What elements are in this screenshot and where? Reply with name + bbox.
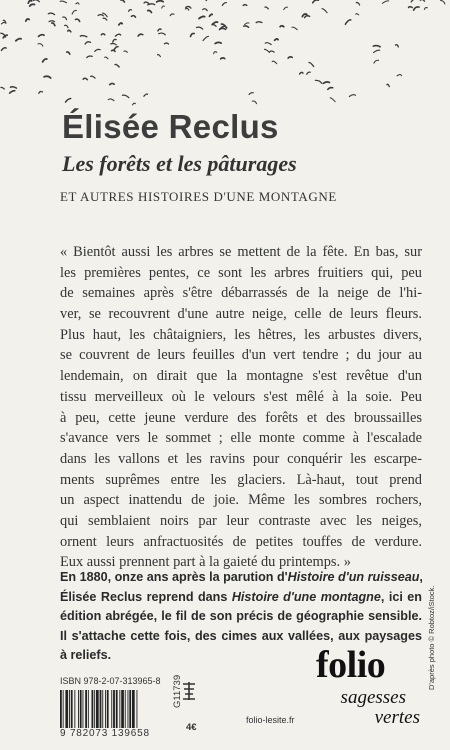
mark bbox=[374, 50, 380, 52]
barcode-bar bbox=[116, 690, 118, 728]
mark bbox=[72, 10, 76, 14]
mark bbox=[144, 94, 148, 96]
mark bbox=[158, 55, 161, 57]
mark bbox=[26, 19, 29, 21]
mark bbox=[80, 36, 87, 37]
mark bbox=[164, 43, 168, 44]
mark bbox=[110, 83, 114, 84]
mark bbox=[66, 99, 71, 103]
quote-line: ments suprêmes entre les glaciers. Là-haut, tout prend bbox=[60, 471, 422, 488]
mark bbox=[34, 0, 40, 2]
mark bbox=[113, 39, 116, 42]
mark bbox=[213, 22, 218, 24]
mark bbox=[119, 23, 122, 25]
mark bbox=[83, 78, 87, 79]
barcode bbox=[60, 690, 170, 728]
mark bbox=[28, 1, 31, 4]
mark bbox=[115, 64, 119, 67]
mark bbox=[52, 23, 55, 26]
mark bbox=[322, 9, 327, 13]
mark bbox=[269, 51, 274, 52]
quote-line: tissu merveilleux où le velours s'est mêlé à la soie. Peu bbox=[60, 388, 422, 405]
quote-line: ornent leurs anfractuosités de petites touffes de verdure. bbox=[60, 533, 422, 550]
mark bbox=[215, 42, 221, 43]
mark bbox=[356, 3, 359, 5]
mark bbox=[159, 33, 166, 35]
mark bbox=[387, 84, 389, 86]
quote-line: Plus haut, les châtaigniers, les hêtres, les arbustes divers, bbox=[60, 326, 422, 343]
quote-excerpt bbox=[60, 242, 422, 573]
quote-line: se couvrent de leurs feuilles d'un vert tendre ; du jour au bbox=[60, 347, 422, 364]
barcode-bar bbox=[125, 690, 126, 728]
mark bbox=[30, 4, 35, 6]
mark bbox=[441, 1, 445, 5]
mark bbox=[123, 95, 129, 98]
mark bbox=[63, 17, 67, 20]
mark bbox=[158, 29, 161, 31]
mark bbox=[114, 47, 118, 50]
mark bbox=[420, 0, 424, 1]
mark bbox=[292, 27, 297, 30]
mark bbox=[396, 45, 399, 47]
mark bbox=[199, 16, 205, 18]
mark bbox=[374, 60, 379, 63]
mark bbox=[222, 3, 226, 6]
mark bbox=[121, 0, 124, 2]
mark bbox=[414, 7, 419, 10]
mark bbox=[409, 7, 413, 8]
quote-line: qui semblaient noirs par leur contraste avec les neiges, bbox=[60, 512, 422, 529]
barcode-bar bbox=[132, 690, 135, 728]
mark bbox=[103, 18, 107, 20]
mark bbox=[424, 8, 427, 10]
barcode-bar bbox=[74, 690, 75, 728]
mark bbox=[288, 57, 292, 58]
mark bbox=[265, 43, 271, 45]
mark bbox=[284, 7, 288, 10]
mark bbox=[307, 72, 311, 74]
mark bbox=[43, 59, 47, 62]
mark bbox=[197, 27, 203, 29]
mark bbox=[345, 20, 350, 24]
mark bbox=[214, 52, 217, 54]
mark bbox=[76, 3, 79, 4]
quote-line: lendemain, on dirait que la montagne s'est revêtue d'un bbox=[60, 368, 422, 385]
mark bbox=[203, 36, 209, 40]
mark bbox=[221, 58, 225, 59]
mark bbox=[49, 21, 55, 22]
mark bbox=[38, 44, 43, 47]
mark bbox=[148, 4, 155, 5]
mark bbox=[265, 7, 268, 9]
mark bbox=[272, 61, 277, 63]
barcode-bar bbox=[78, 690, 79, 728]
mark bbox=[138, 34, 143, 36]
barcode-bar bbox=[80, 690, 82, 728]
barcode-bar bbox=[63, 690, 64, 728]
mark bbox=[397, 75, 402, 76]
quote-line: dans les vallons et les ravins pour conquérir les escarpe- bbox=[60, 450, 422, 467]
mark bbox=[39, 35, 45, 37]
mark bbox=[112, 50, 115, 51]
mark bbox=[349, 95, 355, 97]
barcode-bar bbox=[65, 690, 68, 728]
mark bbox=[373, 46, 380, 47]
collection-name bbox=[320, 688, 420, 728]
mark bbox=[39, 92, 43, 94]
mark bbox=[411, 0, 416, 2]
mark bbox=[1, 48, 6, 51]
mark bbox=[249, 93, 253, 95]
mark bbox=[111, 43, 116, 44]
mark bbox=[209, 14, 212, 16]
collection-line: vertes bbox=[374, 707, 420, 728]
mark bbox=[131, 16, 135, 18]
mark bbox=[108, 99, 114, 101]
barcode-bar bbox=[92, 690, 94, 728]
barcode-bar bbox=[94, 690, 95, 728]
barcode-bar bbox=[129, 690, 131, 728]
mark bbox=[323, 82, 329, 83]
mark bbox=[101, 34, 105, 35]
mark bbox=[67, 52, 70, 54]
mark bbox=[60, 1, 66, 3]
blurb-line: à reliefs. bbox=[60, 648, 112, 662]
mark bbox=[330, 98, 335, 102]
barcode-digits: 9 782073 139658 bbox=[60, 728, 150, 739]
mark bbox=[48, 13, 54, 15]
barcode-bar bbox=[113, 690, 115, 728]
mark bbox=[300, 72, 303, 74]
barcode-bar bbox=[107, 690, 109, 728]
mark bbox=[98, 15, 103, 16]
barcode-bar bbox=[102, 690, 103, 728]
blurb-line: Il s'attache cette fois, des cimes aux vallées, aux paysages bbox=[60, 628, 422, 643]
quote-line: « Bientôt aussi les arbres se mettent de la fête. En bas, sur bbox=[60, 244, 422, 260]
barcode-bar bbox=[83, 690, 84, 728]
mark bbox=[133, 103, 136, 105]
mark bbox=[243, 5, 247, 6]
mark bbox=[191, 33, 195, 36]
barcode-bar bbox=[121, 690, 124, 728]
barcode-bar bbox=[100, 690, 102, 728]
quote-line: de semaines après s'être débarrassés de la neige de l'hi- bbox=[60, 285, 422, 302]
mark bbox=[382, 1, 388, 3]
mark bbox=[275, 39, 279, 40]
mark bbox=[252, 101, 256, 104]
mark bbox=[105, 57, 108, 59]
website-link[interactable]: folio-lesite.fr bbox=[246, 715, 295, 725]
barcode-bar bbox=[119, 690, 120, 728]
mark bbox=[124, 51, 127, 52]
mark bbox=[244, 26, 249, 27]
barcode-bar bbox=[111, 690, 112, 728]
mark bbox=[313, 0, 319, 3]
book-title: Les forêts et les pâturages bbox=[62, 151, 297, 176]
mark bbox=[76, 19, 80, 21]
collection-line: sagesses bbox=[340, 687, 406, 708]
barcode-bar bbox=[96, 690, 99, 728]
blurb-line: édition abrégée, le fil de son précis de géographie sensible. bbox=[60, 609, 422, 623]
mark bbox=[309, 63, 314, 67]
mark bbox=[44, 76, 51, 78]
barcode-bar bbox=[105, 690, 106, 728]
mark bbox=[305, 16, 310, 18]
barcode-bar bbox=[137, 690, 138, 728]
scattered-mark-pattern bbox=[0, 0, 450, 110]
mark bbox=[148, 10, 152, 12]
blurb-line: En 1880, onze ans après la parution d'Histoire d'un ruisseau, bbox=[60, 570, 423, 584]
mark bbox=[85, 42, 90, 44]
barcode-bar bbox=[85, 690, 87, 728]
mark bbox=[185, 8, 188, 10]
barcode-bar bbox=[71, 690, 73, 728]
mark bbox=[157, 1, 163, 2]
barcode-bar bbox=[60, 690, 62, 728]
mark bbox=[10, 91, 15, 93]
quote-line: les premières pentes, ce sont les arbres fruitiers qui, peu bbox=[60, 264, 422, 281]
price: 4€ bbox=[186, 722, 197, 733]
author-name: Élisée Reclus bbox=[62, 108, 279, 145]
quote-line: un aspect inattendu de joie. Même les sombres rochers, bbox=[60, 492, 422, 509]
quote-line: à peu, cette jeune verdure des forêts et des broussailles bbox=[60, 409, 422, 426]
mark bbox=[170, 14, 174, 16]
mark bbox=[245, 23, 249, 25]
quote-line: ver, se recouvrent d'une autre neige, celle de leurs fleurs. bbox=[60, 306, 422, 323]
mark bbox=[1, 87, 4, 89]
photo-credit: D'après photo © Robtoz/iStock. bbox=[427, 585, 436, 690]
mark bbox=[256, 22, 262, 23]
quote-line: s'avance vers le sommet ; elle monte comme à l'escalade bbox=[60, 430, 422, 447]
blurb-line: Élisée Reclus reprend dans Histoire d'une montagne, ici en bbox=[60, 589, 423, 604]
product-code: G11739 bbox=[172, 674, 183, 708]
mark bbox=[203, 9, 208, 11]
mark bbox=[162, 6, 165, 8]
mark bbox=[315, 80, 321, 83]
mark bbox=[65, 25, 69, 27]
mark bbox=[16, 39, 21, 41]
mark bbox=[87, 56, 92, 58]
mark bbox=[115, 34, 120, 36]
mark bbox=[68, 30, 71, 32]
mark bbox=[280, 26, 284, 27]
barcode-bar bbox=[128, 690, 129, 728]
mark bbox=[328, 88, 333, 90]
quote-line: Eux aussi prennent part à la gaieté du printemps. » bbox=[60, 554, 351, 571]
mark bbox=[91, 76, 96, 78]
mark bbox=[10, 87, 16, 88]
barcode-bar bbox=[69, 690, 70, 728]
mark bbox=[95, 49, 100, 51]
publisher-logo: folio bbox=[316, 644, 386, 686]
isbn-label: ISBN 978-2-07-313965-8 bbox=[60, 676, 161, 686]
barcode-bar bbox=[88, 690, 89, 728]
mark bbox=[356, 14, 359, 15]
publisher-seal-icon bbox=[180, 680, 198, 702]
mark bbox=[144, 2, 149, 3]
book-subtitle: ET AUTRES HISTOIRES D'UNE MONTAGNE bbox=[60, 189, 337, 204]
mark bbox=[129, 10, 132, 12]
